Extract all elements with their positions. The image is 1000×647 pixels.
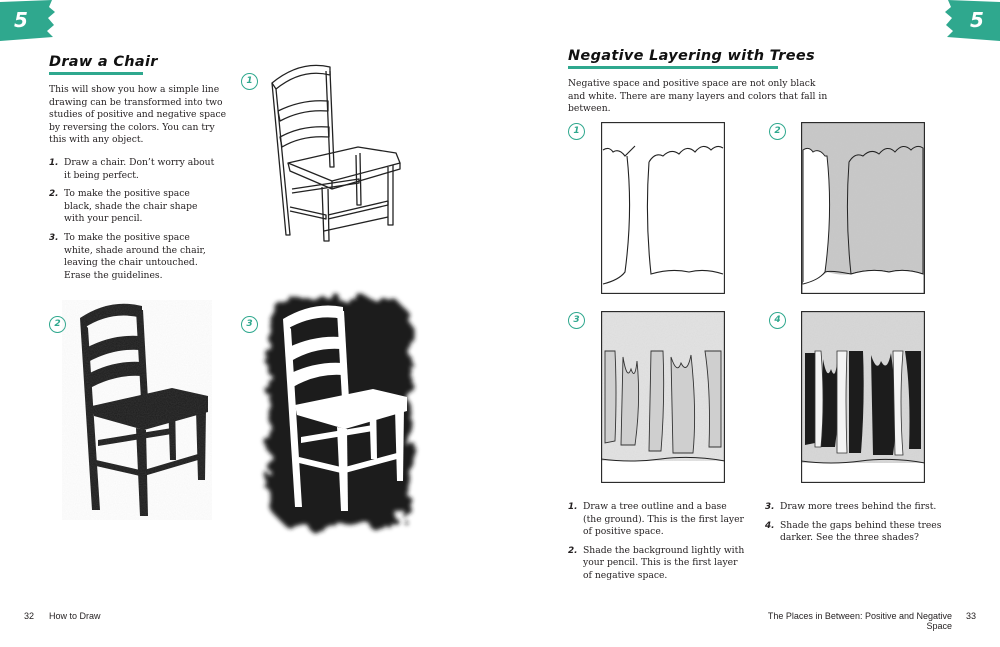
right-heading: Negative Layering with Trees: [568, 48, 815, 64]
chapter-number-left: 5: [14, 8, 28, 32]
list-item: 1. Draw a chair. Don’t worry about it being perfect.: [49, 157, 215, 181]
figure-badge-trees-1: 1: [568, 123, 585, 140]
figure-badge-trees-4: 4: [769, 312, 786, 329]
left-heading-underline: [49, 72, 143, 75]
figure-badge-chair-1: 1: [241, 73, 258, 90]
figure-badge-trees-3: 3: [568, 312, 585, 329]
chapter-tab-right: [944, 0, 1000, 42]
right-intro: Negative space and positive space are not only black and white. There are many layers and colors that fall in between.: [568, 78, 828, 115]
list-item: 2. To make the positive space black, shade the chair shape with your pencil.: [49, 188, 198, 225]
trees-panel-1: [601, 122, 725, 294]
list-item: 3. To make the positive space white, shade around the chair, leaving the chair untouched. Erase the guidelines.: [49, 231, 206, 281]
trees-panel-3: [601, 311, 725, 483]
running-title-right: The Places in Between: Positive and Negative Space: [767, 611, 952, 631]
figure-badge-chair-3: 3: [241, 316, 258, 333]
list-item: 4. Shade the gaps behind these trees darker. See the three shades?: [765, 519, 942, 544]
chair-positive-black: [62, 300, 212, 520]
right-steps-col1: [568, 501, 748, 589]
figure-badge-trees-2: 2: [769, 123, 786, 140]
left-heading: Draw a Chair: [49, 54, 158, 70]
chapter-number-right: 5: [970, 8, 984, 32]
left-steps: [49, 157, 219, 288]
list-item: 3. Draw more trees behind the first.: [765, 501, 937, 512]
left-intro: This will show you how a simple line drawing can be transformed into two studies of positive and negative space by reversing the colors. You can try this with any object.: [49, 84, 227, 146]
trees-panel-2: [801, 122, 925, 294]
running-title-left: How to Draw: [49, 611, 101, 621]
chair-negative-white: [255, 285, 425, 545]
page-number-left: 32: [24, 611, 35, 621]
list-item: 2. Shade the background lightly with your pencil. This is the first layer of negative space.: [568, 544, 745, 581]
figure-badge-chair-2: 2: [49, 316, 66, 333]
brush-stroke-tab: [0, 0, 56, 42]
page-number-right: 33: [966, 611, 977, 621]
chair-line-drawing: [262, 55, 412, 245]
list-item: 1. Draw a tree outline and a base (the ground). This is the first layer of positive space.: [568, 501, 744, 538]
trees-panel-4: [801, 311, 925, 483]
right-steps-col2: [765, 501, 955, 551]
right-heading-underline: [568, 66, 778, 69]
chapter-tab-left: [0, 0, 56, 42]
